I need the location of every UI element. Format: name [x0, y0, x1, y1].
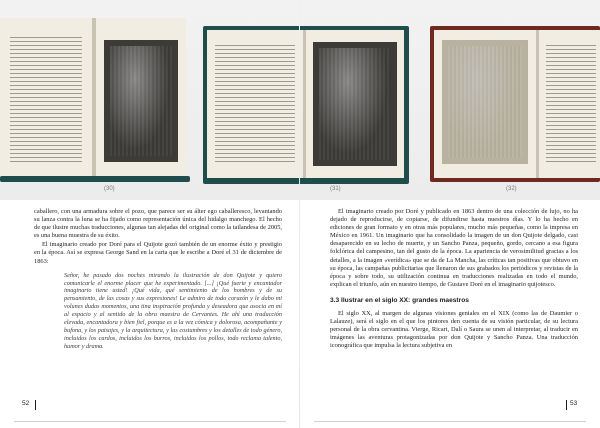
body-paragraph: caballero, con una armadura sobre el pozo, que parece ser su álter ego caballeresco, levantando su lanza contra la luna se ha fijado como representación única del hidalgo manchego. El hecho de que ilustre muchas traducciones, algunas tan alejadas del original como la tailandesa de 2005, es una buena muestra de su éxito. [34, 208, 282, 240]
footer-rule-left [14, 421, 286, 422]
page-marker-right [566, 400, 567, 410]
left-page-text [34, 208, 282, 357]
block-quote [64, 272, 282, 351]
quote-text: Señor, he pasado dos noches mirando la ilustración de don Quijote y quiero comunicarle el enorme placer que he experimentado. [...] ¡Qué fuerte y encantador imaginario tiene usted! ¡Qué vida, qué sentimiento de los hombres y de su pensamiento, de las cosas y sus expresiones! Le admiro de todo corazón y le dabo mi volunes dudas momentos, una tina inspiración profunda y deseadora que asocia en mí al espacio y al sentido de la obra maestra de Cervantes. He ahí una traducción elevada, encantadora y bien fiel, porque es a la vez cómica y dolorosa, acompañante y bufona, y los paisajes, y la arquitectura, y las costumbres y los detalles de todo género, incluidos los cardos, incluidos los burros, incluidos los pollos, todo reclama talento, humor y drama. [64, 271, 282, 350]
book-photo-3 [430, 26, 600, 182]
body-paragraph: El imaginario creado por Doré y publicado en 1863 dentro de una colección de lujo, no ha dejado de reproducirse, de copiarse, de difundirse hasta nuestros días. Y lo ha hecho en ediciones de gran formato y en otras más populares, mucho más pequeñas, como la impresa en México en 1961. Un imaginario que ha consolidado la imagen de un don Quijote delgado, casi desaparecido en su lecho de muerte, y un Sancho Panza, pequeño, gordo, cercano a esa figura folclórica del campesino, tan del gusto de la época. La apariencia de verosimilitud gracias a los detalles, a la imagen «verídica» que se da de La Mancha, las críticas tan positivas que obtuvo en su época, las campañas publicitarias que llenaron de sus grabados los periódicos y revistas de la época y sobre todo, su utilización continua en traducciones realizadas en todo el mundo, explican el triunfo, aún en nuestro tiempo, de Gustave Doré en el imaginario quijotesco. [330, 208, 578, 288]
engraving-image [104, 40, 178, 162]
body-paragraph: El siglo XX, al margen de algunas visiones geniales en el XIX (como las de Daumier o Lalauze), será el siglo en el que los pintores den cuenta de su visión particular, de su lectura personal de la obra cervantina. Vierge, Ricart, Dalí o Saura se unen al interpretar, al traducir en imágenes las aventuras protagonizadas por don Quijote y Sancho Panza. Una traducción iconográfica que impulsa la lectura subjetiva en [330, 310, 578, 350]
figure-caption-31: (31) [330, 186, 341, 192]
book-photo-1 [0, 18, 190, 183]
figure-caption-32: (32) [506, 186, 517, 192]
figure-caption-30: (30) [104, 186, 115, 192]
section-heading: 3.3 Ilustrar en el siglo XX: grandes maestros [330, 296, 469, 304]
photo-strip [0, 0, 600, 200]
engraving-image [313, 42, 397, 166]
page-number-left: 52 [22, 400, 30, 407]
book-photo-2 [203, 26, 409, 184]
right-page-text [330, 208, 578, 352]
engraving-image [442, 40, 528, 164]
gutter [299, 0, 300, 428]
footer-rule-right [314, 421, 586, 422]
page-marker-left [35, 400, 36, 410]
body-paragraph: El imaginario creado por Doré para el Quijote gozó también de un enorme éxito y prestigio en la época. Así se expresa George Sand en la carta que le escribe a Doré el 31 de diciembre de 1863: [34, 241, 282, 265]
page-number-right: 53 [570, 400, 578, 407]
